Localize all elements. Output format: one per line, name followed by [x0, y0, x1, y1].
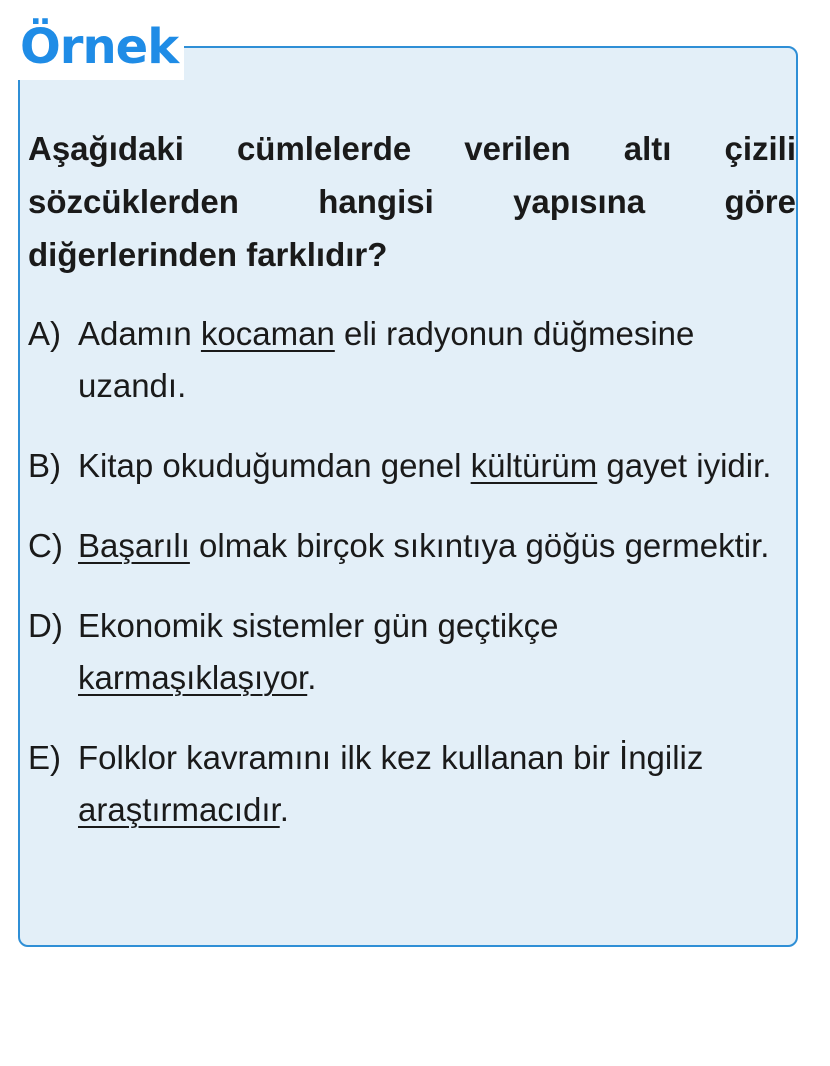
option-letter: E) — [28, 739, 61, 776]
option-d[interactable] — [28, 600, 798, 704]
option-text-before: Folklor kavramını ilk kez kullanan bir İngiliz — [78, 739, 704, 776]
option-letter: D) — [28, 607, 63, 644]
example-title: Örnek — [8, 14, 184, 80]
option-c[interactable] — [28, 520, 798, 572]
option-text-after: . — [307, 659, 317, 696]
question-text: Aşağıdaki cümlelerde verilen altı çizili sözcüklerden hangisi yapısına göre diğerlerinden farklıdır? — [28, 130, 796, 273]
underlined-word: kültürüm — [470, 447, 598, 484]
underlined-word: araştırmacıdır — [78, 791, 280, 828]
option-e[interactable] — [28, 732, 798, 836]
underlined-word: kocaman — [200, 315, 335, 352]
option-text-after: . — [279, 791, 289, 828]
option-text-before: Kitap okuduğumdan genel — [78, 447, 471, 484]
option-text-before: Ekonomik sistemler gün geçtikçe — [78, 607, 559, 644]
underlined-word: Başarılı — [78, 527, 190, 564]
option-text-after: olmak birçok sıkıntıya göğüs germektir. — [189, 527, 770, 564]
option-text-after: gayet iyidir. — [597, 447, 772, 484]
option-a[interactable] — [28, 308, 798, 412]
option-letter: C) — [28, 527, 63, 564]
underlined-word: karmaşıklaşıyor — [78, 659, 308, 696]
option-letter: B) — [28, 447, 61, 484]
option-text-before: Adamın — [78, 315, 201, 352]
option-b[interactable] — [28, 440, 798, 492]
option-letter: A) — [28, 315, 61, 352]
option-text-after: eli radyonun düğmesine uzandı. — [78, 315, 695, 404]
answer-options — [28, 308, 798, 864]
